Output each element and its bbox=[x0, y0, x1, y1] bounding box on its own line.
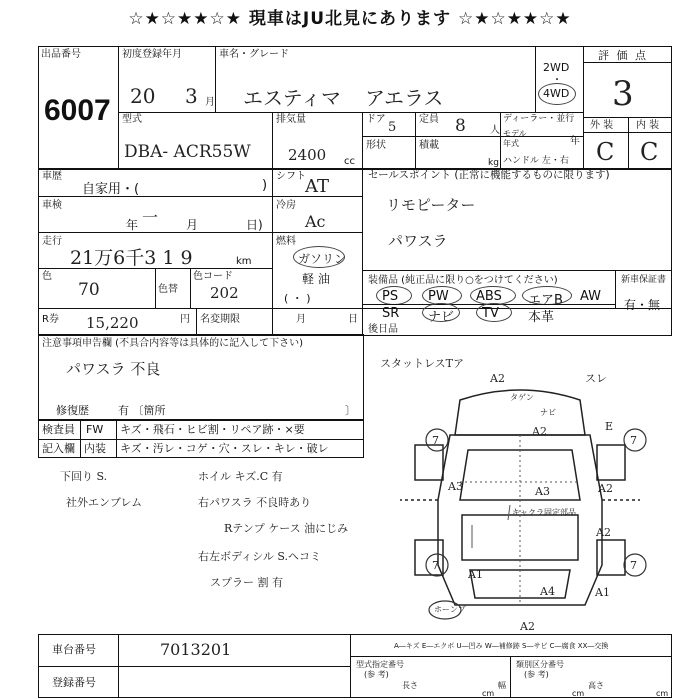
sales-label: セールスポイント (正常に機能するものに限ります) bbox=[368, 169, 610, 181]
tax-day: 日 bbox=[348, 314, 358, 325]
shift-value: AT bbox=[305, 176, 330, 197]
chassis-label: 車台番号 bbox=[52, 643, 96, 656]
repair-label: 修復歴 bbox=[56, 404, 89, 417]
shape-label: 形状 bbox=[366, 140, 386, 151]
registration-label: 初度登録年月 bbox=[122, 49, 182, 60]
diagram-mark-7-bl: 7 bbox=[432, 559, 439, 572]
car-name: エスティマ bbox=[243, 86, 341, 110]
doors-value: 5 bbox=[388, 120, 397, 135]
class-no-ref: (参 考) bbox=[524, 670, 549, 679]
tax-label: 名変期限 bbox=[200, 314, 240, 325]
fuel-label: 燃料 bbox=[276, 236, 296, 247]
mileage-unit: km bbox=[236, 256, 252, 267]
doors-label: ドア bbox=[366, 114, 386, 125]
dim-width: 幅 bbox=[498, 681, 506, 690]
dim-length: 長さ bbox=[402, 681, 418, 690]
diagram-mark-a3-left: A3 bbox=[448, 480, 463, 493]
diagram-mark-a2-bottom: A2 bbox=[520, 620, 535, 630]
capacity-unit: 人 bbox=[490, 125, 500, 136]
sales-point2: パワスラ bbox=[388, 232, 448, 250]
displacement-unit: cc bbox=[344, 156, 355, 167]
car-diagram bbox=[370, 340, 670, 630]
equipment-tv-circle bbox=[476, 303, 512, 322]
model-year-unit: 年 bbox=[570, 136, 580, 147]
equipment-label: 装備品 (純正品に限り○をつけてください) bbox=[368, 275, 558, 286]
inspection-year-note: 一 bbox=[142, 208, 159, 227]
dim-height: 高さ bbox=[588, 681, 604, 690]
inspector-row1: キズ・飛石・ヒビ割・リペア跡・×要 bbox=[120, 423, 305, 436]
remark-3: ホイル キズ.C 有 bbox=[198, 470, 283, 483]
rating-exterior: C bbox=[596, 138, 615, 166]
color-code-label: 色コード bbox=[193, 271, 233, 282]
mileage-label: 走行 bbox=[42, 236, 62, 247]
registration-month: 3 bbox=[185, 84, 198, 108]
sales-point1: リモピーター bbox=[386, 196, 476, 214]
diagram-mark-7-tr: 7 bbox=[630, 434, 637, 447]
fuel-paren: ( ・ ) bbox=[284, 292, 311, 305]
diagram-mark-a2-right: A2 bbox=[598, 482, 613, 495]
notes-text: パワスラ 不良 bbox=[66, 360, 161, 378]
drive-dot: ・ bbox=[552, 75, 562, 86]
equipment-aw: AW bbox=[580, 289, 602, 304]
warranty-label: 新車保証書 bbox=[621, 275, 667, 285]
equipment-sr: SR bbox=[382, 306, 400, 321]
handle-label: ハンドル 左・右 bbox=[503, 156, 569, 166]
model-year-label1: モデル bbox=[503, 129, 527, 138]
ac-value: Ac bbox=[305, 212, 326, 231]
after-label: 後日品 bbox=[368, 324, 398, 335]
recycle-unit: 円 bbox=[180, 314, 190, 325]
recycle-value: 15,220 bbox=[86, 314, 139, 332]
diagram-note: スタットレスTア bbox=[380, 357, 465, 370]
remark-6: 右左ボディシル S.ヘコミ bbox=[198, 550, 321, 563]
diagram-mark-a4: A4 bbox=[540, 585, 555, 598]
inspection-year: 年 bbox=[126, 218, 139, 232]
capacity-value: 8 bbox=[455, 116, 466, 136]
diagram-mark-a2-hood: A2 bbox=[532, 425, 547, 438]
model-label: 型式 bbox=[122, 114, 142, 125]
diagram-mark-a2-top: A2 bbox=[490, 372, 505, 385]
dealer-label: ディーラー・並行 bbox=[503, 114, 575, 124]
inspector-interior: 内装 bbox=[84, 442, 106, 455]
capacity-label: 定員 bbox=[419, 114, 439, 125]
lot-label: 出品番号 bbox=[41, 49, 81, 60]
load-unit: kg bbox=[488, 158, 499, 168]
load-label: 積載 bbox=[419, 140, 439, 151]
reg-number-label: 登録番号 bbox=[52, 676, 96, 689]
lot-number: 6007 bbox=[44, 94, 111, 127]
diagram-mark-a3-center: A3 bbox=[535, 485, 550, 498]
dim-height-unit: cm bbox=[656, 689, 669, 698]
color-value: 70 bbox=[78, 280, 100, 300]
diagram-mark-e: E bbox=[605, 420, 614, 433]
rating-interior-label: 内 装 bbox=[636, 120, 660, 131]
repair-value: 有 〔箇所 bbox=[118, 404, 166, 417]
fuel-gasoline-circle bbox=[293, 246, 345, 268]
recycle-label: R券 bbox=[42, 314, 59, 325]
color-code: 202 bbox=[210, 284, 239, 302]
inspector-row2: キズ・汚レ・コゲ・穴・スレ・キレ・破レ bbox=[120, 442, 329, 455]
history-value: 自家用・( bbox=[82, 182, 140, 197]
tax-month: 月 bbox=[296, 314, 306, 325]
inspection-month: 月 bbox=[186, 218, 199, 232]
history-close: ) bbox=[262, 178, 268, 193]
equipment-abs: ABS bbox=[476, 289, 502, 304]
equipment-ps-circle bbox=[376, 286, 412, 305]
model-year-label2: 年式 bbox=[503, 139, 519, 148]
fuel-gasoline: ガソリン bbox=[298, 252, 347, 266]
diagram-mark-a1-right: A1 bbox=[595, 586, 610, 599]
diagram-mark-a2-right-lower: A2 bbox=[596, 526, 611, 539]
registration-unit: 月 bbox=[205, 97, 215, 108]
inspector-label2: 記入欄 bbox=[42, 442, 75, 455]
class-no-label: 類別区分番号 bbox=[516, 660, 564, 669]
displacement-label: 排気量 bbox=[276, 114, 306, 125]
legend-text: A―キズ E―エクボ U―凹み W―補修跡 S―サビ C―腐食 XX―交換 bbox=[394, 642, 609, 650]
car-grade: アエラス bbox=[365, 86, 444, 110]
registration-year: 20 bbox=[130, 84, 156, 108]
diagram-mark-sagen: タゲン bbox=[510, 393, 534, 402]
model-value: DBA- ACR55W bbox=[124, 142, 251, 162]
remark-7: スプラー 割 有 bbox=[210, 576, 283, 589]
diagram-mark-7-tl: 7 bbox=[432, 434, 439, 447]
drive-4wd: 4WD bbox=[543, 87, 570, 100]
displacement-value: 2400 bbox=[288, 146, 327, 164]
color-label: 色 bbox=[42, 271, 52, 282]
car-label: 車名・グレード bbox=[219, 49, 289, 60]
remark-1: 下回り S. bbox=[60, 470, 108, 483]
spec-no-ref: (参 考) bbox=[364, 670, 389, 679]
inspector-label1: 検査員 bbox=[42, 423, 75, 436]
header-banner: ☆★☆★★☆★ 現車はJU北見にあります ☆★☆★★☆★ bbox=[128, 9, 572, 29]
equipment-ps: PS bbox=[382, 289, 399, 304]
dim-width-unit: cm bbox=[572, 689, 585, 698]
inspector-fw: FW bbox=[86, 423, 104, 436]
spec-no-label: 型式指定番号 bbox=[356, 660, 404, 669]
inspection-day: 日) bbox=[246, 218, 263, 232]
inspection-label: 車検 bbox=[42, 200, 62, 211]
rating-interior: C bbox=[640, 138, 659, 166]
rating-exterior-label: 外 装 bbox=[590, 120, 614, 131]
history-label: 車歴 bbox=[42, 171, 62, 182]
equipment-pw: PW bbox=[428, 289, 449, 304]
drive-4wd-circle bbox=[538, 83, 576, 105]
color-change-label: 色替 bbox=[158, 284, 178, 295]
equipment-navi-circle bbox=[422, 303, 460, 322]
rating-label: 評 価 点 bbox=[598, 49, 648, 62]
rating-score: 3 bbox=[612, 74, 634, 114]
notes-label: 注意事項申告欄 (不具合内容等は具体的に記入して下さい) bbox=[42, 338, 303, 349]
chassis-value: 7013201 bbox=[160, 640, 232, 659]
diagram-mark-horn: ホーンプ bbox=[434, 605, 466, 614]
diagram-mark-7-br: 7 bbox=[630, 559, 637, 572]
drive-2wd: 2WD bbox=[543, 61, 570, 74]
shift-label: シフト bbox=[276, 171, 306, 182]
diagram-mark-scuff-top: スレ bbox=[585, 372, 607, 385]
equipment-airbag-circle bbox=[522, 286, 572, 305]
mileage-value: 21万6千3 1 9 bbox=[70, 247, 193, 269]
fuel-diesel: 軽 油 bbox=[302, 272, 330, 286]
diagram-mark-carrier: キャクラ固定部品 bbox=[512, 508, 576, 517]
ac-label: 冷房 bbox=[276, 200, 296, 211]
diagram-mark-a1-left: A1 bbox=[468, 568, 483, 581]
remark-2: 社外エンブレム bbox=[66, 496, 143, 509]
equipment-tv: TV bbox=[482, 306, 499, 321]
diagram-mark-navi: ナビ bbox=[540, 408, 556, 417]
remark-4: 右パワスラ 不良時あり bbox=[198, 496, 312, 509]
remark-5: Rテンプ ケース 油にじみ bbox=[224, 522, 349, 535]
warranty-value: 有・無 bbox=[624, 298, 661, 312]
equipment-navi: ナビ bbox=[428, 310, 455, 325]
equipment-airbag: エアB bbox=[528, 293, 563, 308]
equipment-leather: 本革 bbox=[528, 310, 555, 325]
dim-length-unit: cm bbox=[482, 689, 495, 698]
repair-close: 〕 bbox=[345, 404, 356, 417]
